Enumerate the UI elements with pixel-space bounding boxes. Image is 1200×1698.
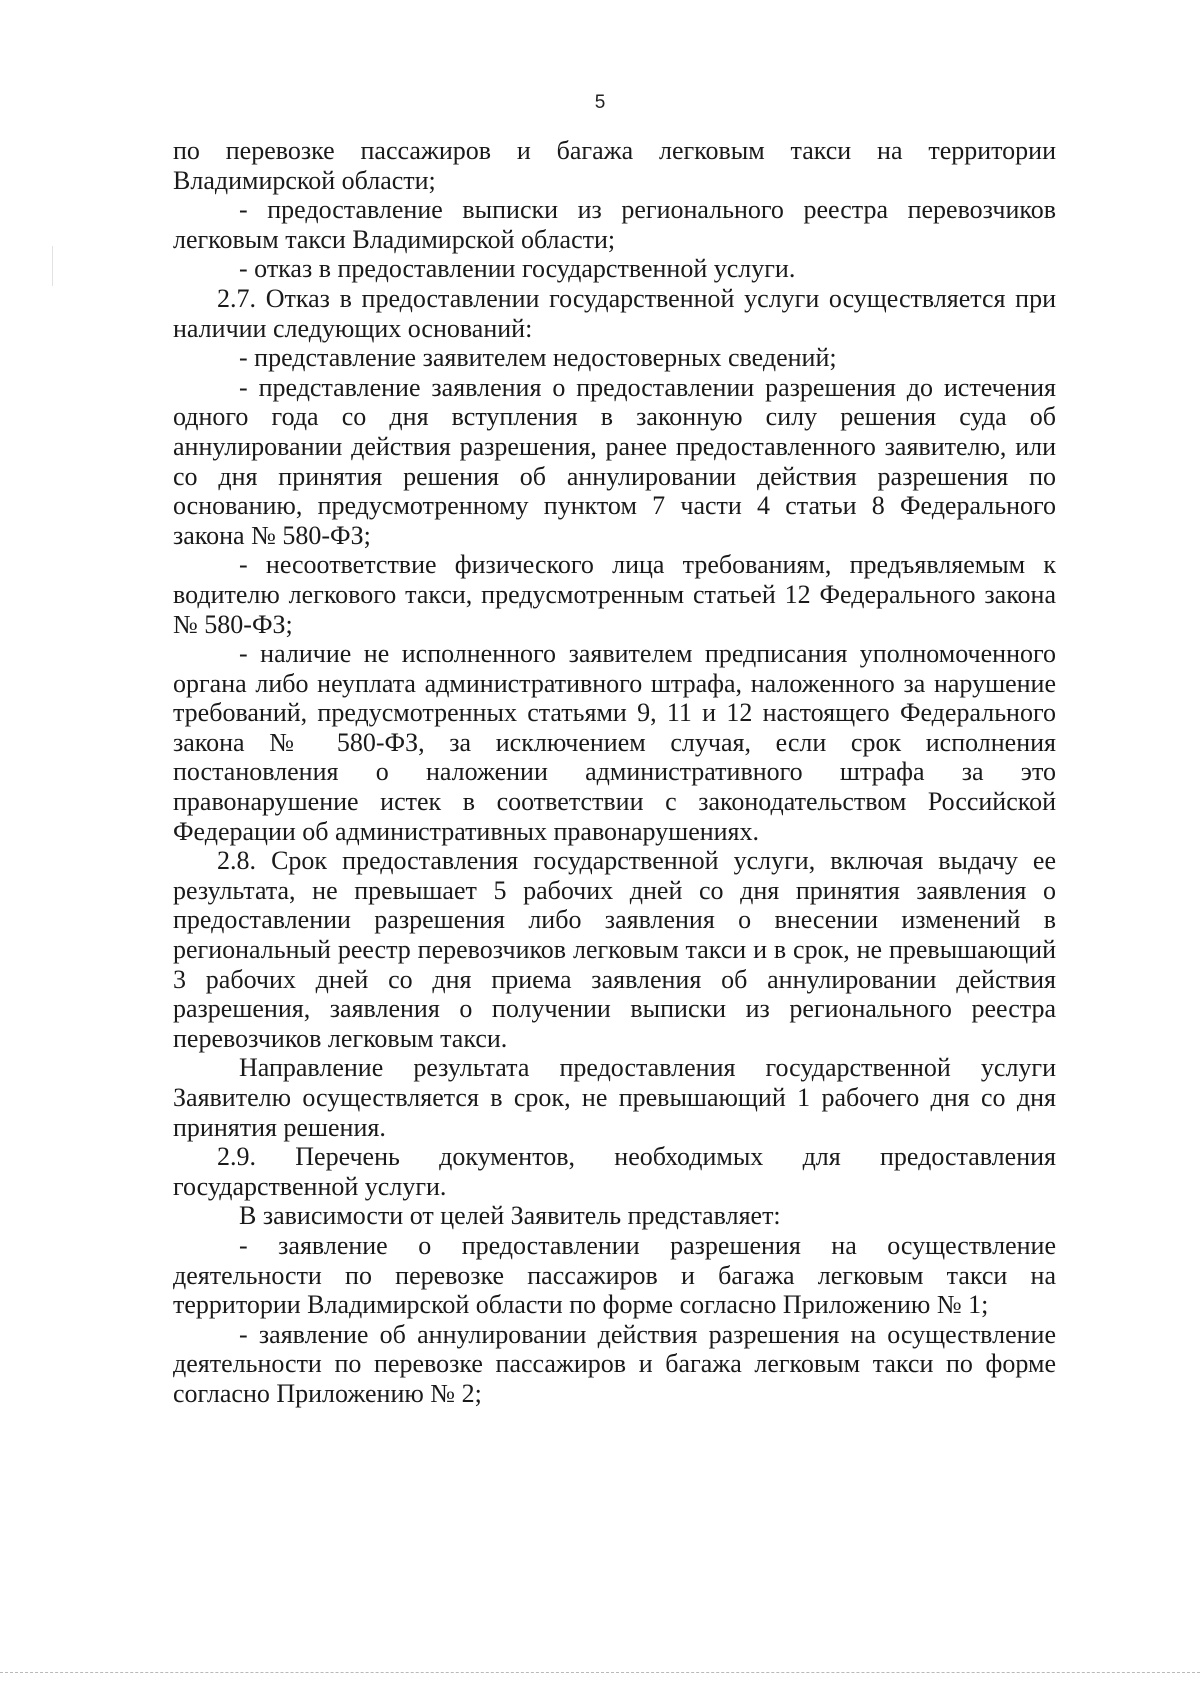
paragraph: 2.9. Перечень документов, необходимых для предоставления государственной услуги. xyxy=(173,1142,1056,1201)
paragraph: - предоставление выписки из регионального реестра перевозчиков легковым такси Владимирской области; xyxy=(173,195,1056,254)
paragraph: - отказ в предоставлении государственной услуги. xyxy=(239,254,796,284)
page-bottom-divider xyxy=(0,1672,1200,1673)
paragraph: - наличие не исполненного заявителем предписания уполномоченного органа либо неуплата административного штрафа, наложенного за нарушение требований, предусмотренных статьями 9, 11 и 12 настоящего Федерального закона № 580-ФЗ, за исключением случая, если срок исполнения постановления о наложении административного штрафа за это правонарушение истек в соответствии с законодательством Российской Федерации об административных правонарушениях. xyxy=(173,639,1056,846)
paragraph: 2.7. Отказ в предоставлении государственной услуги осуществляется при наличии следующих оснований: xyxy=(173,283,1056,343)
paragraph: - несоответствие физического лица требованиям, предъявляемым к водителю легкового такси, предусмотренным статьей 12 Федерального закона № 580-ФЗ; xyxy=(173,550,1056,639)
paragraph: - представление заявителем недостоверных сведений; xyxy=(239,343,837,373)
paragraph: - заявление об аннулировании действия разрешения на осуществление деятельности по перевозке пассажиров и багажа легковым такси по форме согласно Приложению № 2; xyxy=(173,1319,1056,1408)
paragraph: Направление результата предоставления государственной услуги Заявителю осуществляется в срок, не превышающий 1 рабочего дня со дня принятия решения. xyxy=(173,1053,1056,1142)
paragraph: 2.8. Срок предоставления государственной услуги, включая выдачу ее результата, не превышает 5 рабочих дней со дня принятия заявления о предоставлении разрешения либо заявления о внесении изменений в региональный реестр перевозчиков легковым такси и в срок, не превышающий 3 рабочих дней со дня приема заявления об аннулировании действия разрешения, заявления о получении выписки из регионального реестра перевозчиков легковым такси. xyxy=(173,846,1056,1053)
paragraph: В зависимости от целей Заявитель представляет: xyxy=(239,1201,781,1231)
paragraph: - представление заявления о предоставлении разрешения до истечения одного года со дня вступления в законную силу решения суда об аннулировании действия разрешения, ранее предоставленного заявителю, или со дня принятия решения об аннулировании действия разрешения по основанию, предусмотренному пунктом 7 части 4 статьи 8 Федерального закона № 580-ФЗ; xyxy=(173,372,1056,550)
paragraph: - заявление о предоставлении разрешения на осуществление деятельности по перевозке пассажиров и багажа легковым такси на территории Владимирской области по форме согласно Приложению № 1; xyxy=(173,1230,1056,1320)
paragraph: по перевозке пассажиров и багажа легковым такси на территории Владимирской области; xyxy=(173,136,1056,195)
scan-edge-mark xyxy=(52,246,53,286)
page-number: 5 xyxy=(594,92,606,113)
document-body xyxy=(173,136,1056,1409)
